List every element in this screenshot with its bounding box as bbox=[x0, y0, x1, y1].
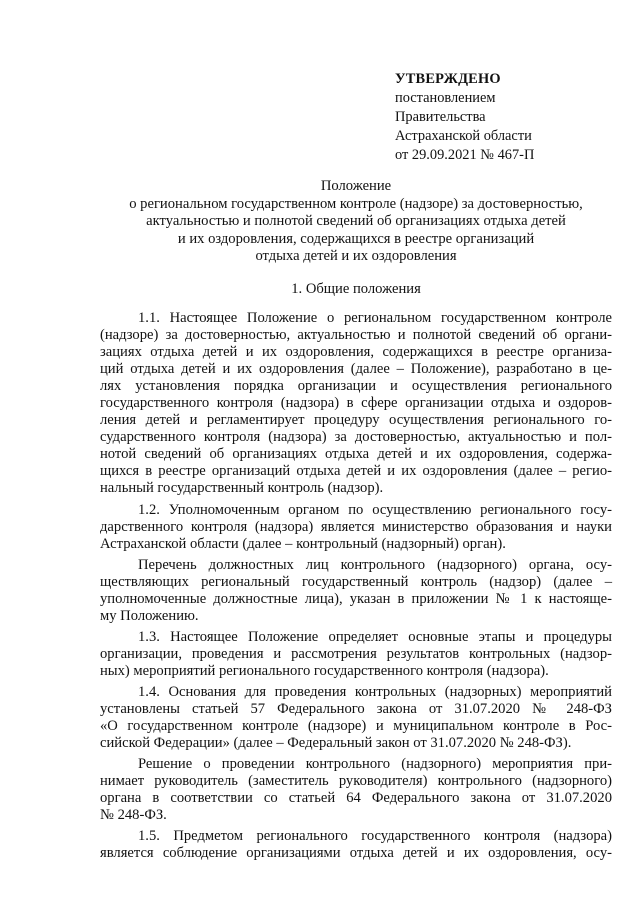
section-heading: 1. Общие положения bbox=[291, 281, 421, 297]
paragraph-line: государственного контроля (надзора) в сфере организации отдыха и оздоров- bbox=[100, 395, 612, 412]
paragraph-line: Решение о проведении контрольного (надзорного) мероприятия при- bbox=[138, 756, 612, 773]
paragraph-line: сийской Федерации» (далее – Федеральный закон от 31.07.2020 № 248-ФЗ). bbox=[100, 735, 572, 752]
paragraph-line: ществляющих региональный государственный контроль (надзор) (далее – bbox=[100, 573, 612, 590]
approval-block bbox=[395, 70, 615, 165]
paragraph-line: нальный государственный контроль (надзор). bbox=[100, 480, 384, 497]
paragraph-line: дарственного контроля (надзора) является министерство образования и науки bbox=[100, 518, 612, 535]
title-line: отдыха детей и их оздоровления bbox=[255, 248, 457, 264]
paragraph-line: ций отдыха детей и их оздоровления (далее – Положение), разработано в це- bbox=[100, 361, 612, 378]
paragraph-line: органа в соответствии со статьей 64 Федерального закона от 31.07.2020 bbox=[100, 790, 612, 807]
paragraph-line: (надзоре) за достоверностью, актуальностью и полнотой сведений об органи- bbox=[100, 327, 612, 344]
paragraph bbox=[100, 310, 612, 498]
paragraph-line: «О государственном контроле (надзоре) и муниципальном контроле в Рос- bbox=[100, 718, 612, 735]
paragraph-line: зациях отдыха детей и их оздоровления, содержащихся в реестре организа- bbox=[100, 344, 612, 361]
document-body bbox=[100, 310, 612, 866]
paragraph-line: му Положению. bbox=[100, 607, 199, 624]
title-line: актуальностью и полнотой сведений об организациях отдыха детей bbox=[146, 213, 566, 229]
title-line: о региональном государственном контроле (надзоре) за достоверностью, bbox=[129, 195, 583, 212]
paragraph-line: ных) мероприятий регионального государственного контроля (надзора). bbox=[100, 662, 549, 679]
paragraph-line: 1.3. Настоящее Положение определяет основные этапы и процедуры bbox=[138, 628, 612, 645]
paragraph bbox=[100, 629, 612, 680]
paragraph bbox=[100, 502, 612, 553]
paragraph-line: 1.5. Предметом регионального государственного контроля (надзора) bbox=[138, 828, 612, 845]
title-line: и их оздоровления, содержащихся в реестре организаций bbox=[177, 230, 535, 247]
paragraph-line: нотой сведений об организациях отдыха детей и их оздоровления, содержа- bbox=[100, 446, 612, 463]
document-title bbox=[100, 178, 612, 266]
paragraph-line: ления детей и регламентирует процедуру осуществления регионального го- bbox=[100, 412, 612, 429]
paragraph bbox=[100, 684, 612, 752]
paragraph-line: сударственного контроля (надзора) за достоверностью, актуальностью и пол- bbox=[100, 429, 612, 446]
paragraph-line: уполномоченные должностные лица), указан в приложении № 1 к настояще- bbox=[100, 590, 612, 607]
paragraph-line: 1.2. Уполномоченным органом по осуществлению регионального госу- bbox=[138, 501, 612, 518]
paragraph-line: 1.4. Основания для проведения контрольных (надзорных) мероприятий bbox=[138, 683, 612, 700]
paragraph bbox=[100, 557, 612, 625]
paragraph bbox=[100, 828, 612, 862]
approval-line: Астраханской области bbox=[395, 128, 532, 144]
paragraph-line: щихся в реестре организаций отдыха детей и их оздоровления (далее – регио- bbox=[100, 463, 612, 480]
paragraph-line: Астраханской области (далее – контрольный (надзорный) орган). bbox=[100, 535, 506, 552]
approval-line: от 29.09.2021 № 467-П bbox=[395, 147, 535, 163]
paragraph-line: Перечень должностных лиц контрольного (надзорного) органа, осу- bbox=[138, 556, 612, 573]
paragraph-line: № 248-ФЗ. bbox=[100, 807, 167, 824]
approval-line: Правительства bbox=[395, 109, 486, 125]
paragraph-line: нимает руководитель (заместитель руководителя) контрольного (надзорного) bbox=[100, 773, 612, 790]
paragraph bbox=[100, 756, 612, 824]
paragraph-line: организации, проведения и рассмотрения результатов контрольных (надзор- bbox=[100, 645, 612, 662]
title-word: Положение bbox=[320, 178, 392, 194]
paragraph-line: является соблюдение организациями отдыха детей и их оздоровления, осу- bbox=[100, 845, 612, 862]
paragraph-line: установлены статьей 57 Федерального закона от 31.07.2020 № 248-ФЗ bbox=[100, 701, 612, 718]
paragraph-line: 1.1. Настоящее Положение о региональном государственном контроле bbox=[138, 310, 612, 326]
approval-line: постановлением bbox=[395, 90, 496, 106]
approval-stamp: УТВЕРЖДЕНО bbox=[395, 71, 501, 87]
paragraph-line: лях установления порядка организации и осуществления регионального bbox=[100, 378, 612, 395]
